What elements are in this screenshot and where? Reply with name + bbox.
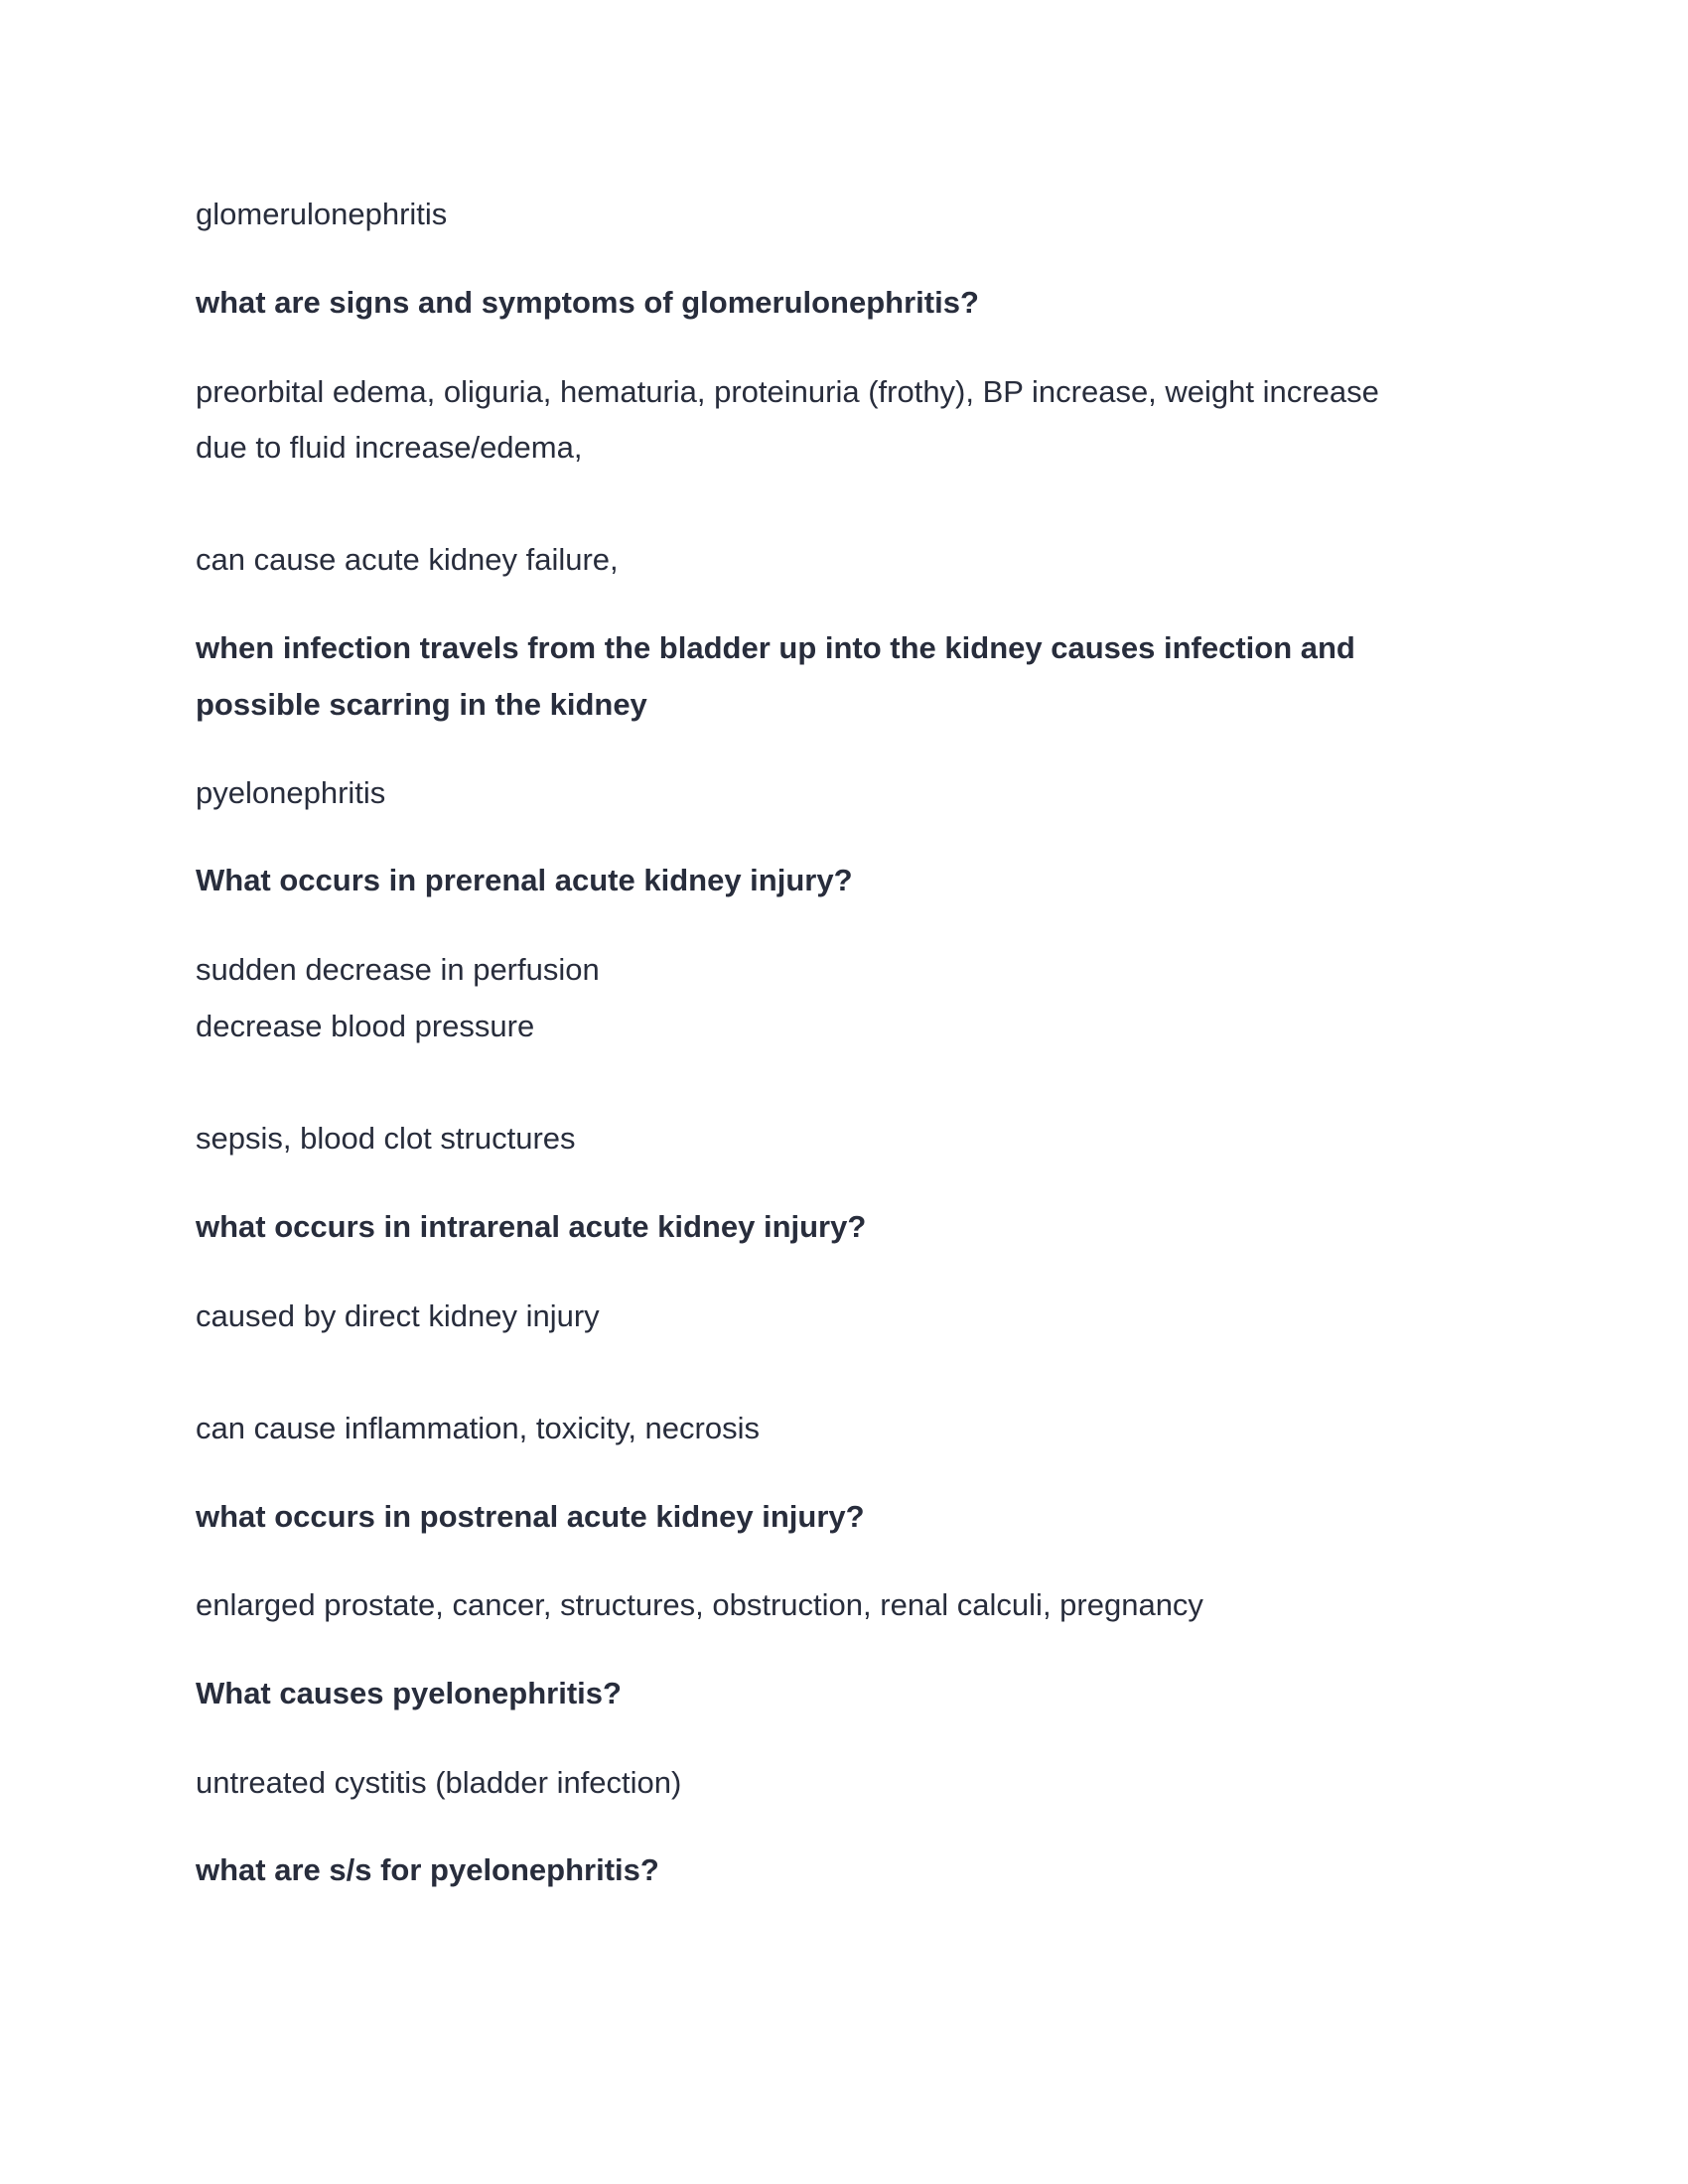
answer-text: sepsis, blood clot structures: [196, 1121, 576, 1156]
answer-text: sudden decrease in perfusion: [196, 952, 600, 987]
answer-text: enlarged prostate, cancer, structures, obstruction, renal calculi, pregnancy: [196, 1587, 1203, 1622]
answer-text: preorbital edema, oliguria, hematuria, proteinuria (frothy), BP increase, weight increase: [196, 374, 1379, 409]
answer-text: can cause inflammation, toxicity, necrosis: [196, 1411, 760, 1445]
answer-text: untreated cystitis (bladder infection): [196, 1765, 682, 1800]
answer-text: glomerulonephritis: [196, 197, 448, 231]
answer-text: caused by direct kidney injury: [196, 1298, 600, 1333]
answer-text: decrease blood pressure: [196, 1009, 535, 1043]
question-text: possible scarring in the kidney: [196, 687, 647, 722]
question-text: what occurs in postrenal acute kidney injury?: [196, 1499, 865, 1534]
question-text: What occurs in prerenal acute kidney injury?: [196, 863, 853, 897]
answer-text: pyelonephritis: [196, 775, 386, 810]
answer-text: can cause acute kidney failure,: [196, 542, 619, 577]
question-text: when infection travels from the bladder up into the kidney causes infection and: [196, 630, 1355, 665]
question-text: What causes pyelonephritis?: [196, 1676, 622, 1710]
answer-text: due to fluid increase/edema,: [196, 430, 583, 465]
question-text: what occurs in intrarenal acute kidney injury?: [196, 1209, 867, 1244]
question-text: what are signs and symptoms of glomerulonephritis?: [196, 285, 979, 320]
question-text: what are s/s for pyelonephritis?: [196, 1852, 659, 1887]
